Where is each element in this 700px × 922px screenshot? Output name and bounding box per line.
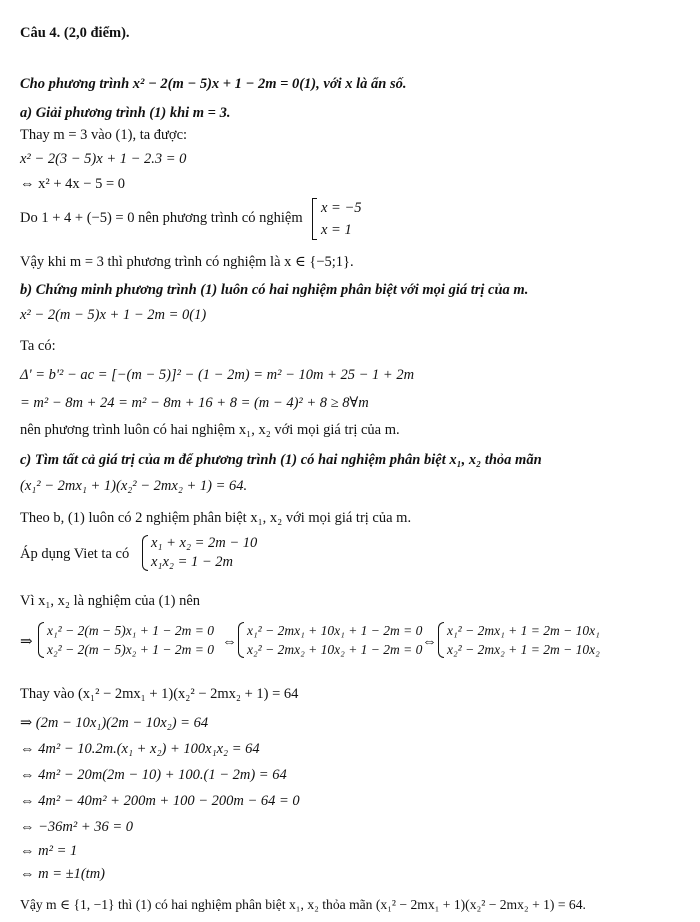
system-1 — [38, 621, 214, 659]
part-b-line-3: Δ' = b'² − ac = [−(m − 5)]² − (1 − 2m) = m² − 10m + 25 − 1 + 2m — [20, 367, 415, 383]
system-2-row-2: x₂² − 2mx₂ + 10x₂ + 1 − 2m = 0 — [247, 642, 423, 657]
system-2 — [238, 621, 422, 659]
viet-sum: x₁ + x₂ = 2m − 10 — [151, 535, 258, 551]
part-b-line-4: = m² − 8m + 24 = m² − 8m + 16 + 8 = (m − 4)² + 8 ≥ 8∀m — [20, 395, 369, 411]
roots-bracket — [312, 197, 362, 241]
root-2: x = 1 — [321, 222, 352, 238]
step-4: ⇔ 4m² − 40m² + 200m + 100 − 200m − 64 = 0 — [20, 793, 300, 809]
part-c-heading-2: (x₁² − 2mx₁ + 1)(x₂² − 2mx₂ + 1) = 64. — [20, 478, 248, 494]
system-3-row-2: x₂² − 2mx₂ + 1 = 2m − 10x₂ — [447, 642, 600, 657]
viet-label: Áp dụng Viet ta có — [20, 546, 130, 562]
arrow-equiv-1: ⇔ — [222, 634, 237, 650]
problem-statement: Cho phương trình x² − 2(m − 5)x + 1 − 2m = 0(1), với x là ẩn số. — [20, 76, 407, 92]
part-b-line-5: nên phương trình luôn có hai nghiệm x₁, x₂ với mọi giá trị của m. — [20, 422, 400, 438]
part-b-heading: b) Chứng minh phương trình (1) luôn có hai nghiệm phân biệt với mọi giá trị của m. — [20, 282, 529, 298]
part-a-conclusion: Vậy khi m = 3 thì phương trình có nghiệm là x ∈ {−5;1}. — [20, 254, 354, 270]
arrow-equiv-2: ⇔ — [422, 634, 437, 650]
viet-system — [142, 534, 257, 572]
system-2-row-1: x₁² − 2mx₁ + 10x₁ + 1 − 2m = 0 — [247, 623, 423, 638]
system-1-row-2: x₂² − 2(m − 5)x₂ + 1 − 2m = 0 — [47, 642, 214, 657]
system-3 — [438, 621, 600, 659]
arrow-implies: ⇒ — [20, 634, 33, 650]
part-b-line-2: Ta có: — [20, 338, 56, 354]
system-3-row-1: x₁² − 2mx₁ + 1 = 2m − 10x₁ — [447, 623, 600, 638]
part-c-line-5: Thay vào (x₁² − 2mx₁ + 1)(x₂² − 2mx₂ + 1) = 64 — [20, 686, 299, 702]
part-a-line-4: Do 1 + 4 + (−5) = 0 nên phương trình có nghiệm — [20, 210, 303, 226]
part-c-line-3: Vì x₁, x₂ là nghiệm của (1) nên — [20, 593, 201, 609]
question-title: Câu 4. (2,0 điểm). — [20, 25, 130, 41]
part-a-line-3: ⇔ x² + 4x − 5 = 0 — [20, 176, 126, 192]
part-c-heading-1: c) Tìm tất cả giá trị của m để phương trình (1) có hai nghiệm phân biệt x₁, x₂ thỏa mãn — [20, 452, 542, 468]
step-5: ⇔ −36m² + 36 = 0 — [20, 819, 134, 835]
viet-product: x₁x₂ = 1 − 2m — [151, 554, 233, 570]
step-2: ⇔ 4m² − 10.2m.(x₁ + x₂) + 100x₁x₂ = 64 — [20, 741, 260, 757]
part-a-line-1: Thay m = 3 vào (1), ta được: — [20, 127, 188, 143]
step-3: ⇔ 4m² − 20m(2m − 10) + 100.(1 − 2m) = 64 — [20, 767, 287, 783]
step-6: ⇔ m² = 1 — [20, 843, 78, 859]
part-b-line-1: x² − 2(m − 5)x + 1 − 2m = 0(1) — [20, 307, 207, 323]
part-a-heading: a) Giải phương trình (1) khi m = 3. — [20, 105, 231, 121]
part-c-conclusion: Vậy m ∈ {1, −1} thì (1) có hai nghiệm phân biệt x₁, x₂ thỏa mãn (x₁² − 2mx₁ + 1)(x₂² − 2mx₂ + 1) = 64. — [20, 897, 586, 912]
root-1: x = −5 — [321, 200, 362, 216]
part-a-line-2: x² − 2(3 − 5)x + 1 − 2.3 = 0 — [20, 151, 187, 167]
system-1-row-1: x₁² − 2(m − 5)x₁ + 1 − 2m = 0 — [47, 623, 214, 638]
step-1: ⇒ (2m − 10x₁)(2m − 10x₂) = 64 — [20, 715, 209, 731]
step-7: ⇔ m = ±1(tm) — [20, 866, 105, 882]
part-c-line-1: Theo b, (1) luôn có 2 nghiệm phân biệt x₁, x₂ với mọi giá trị của m. — [20, 510, 412, 526]
